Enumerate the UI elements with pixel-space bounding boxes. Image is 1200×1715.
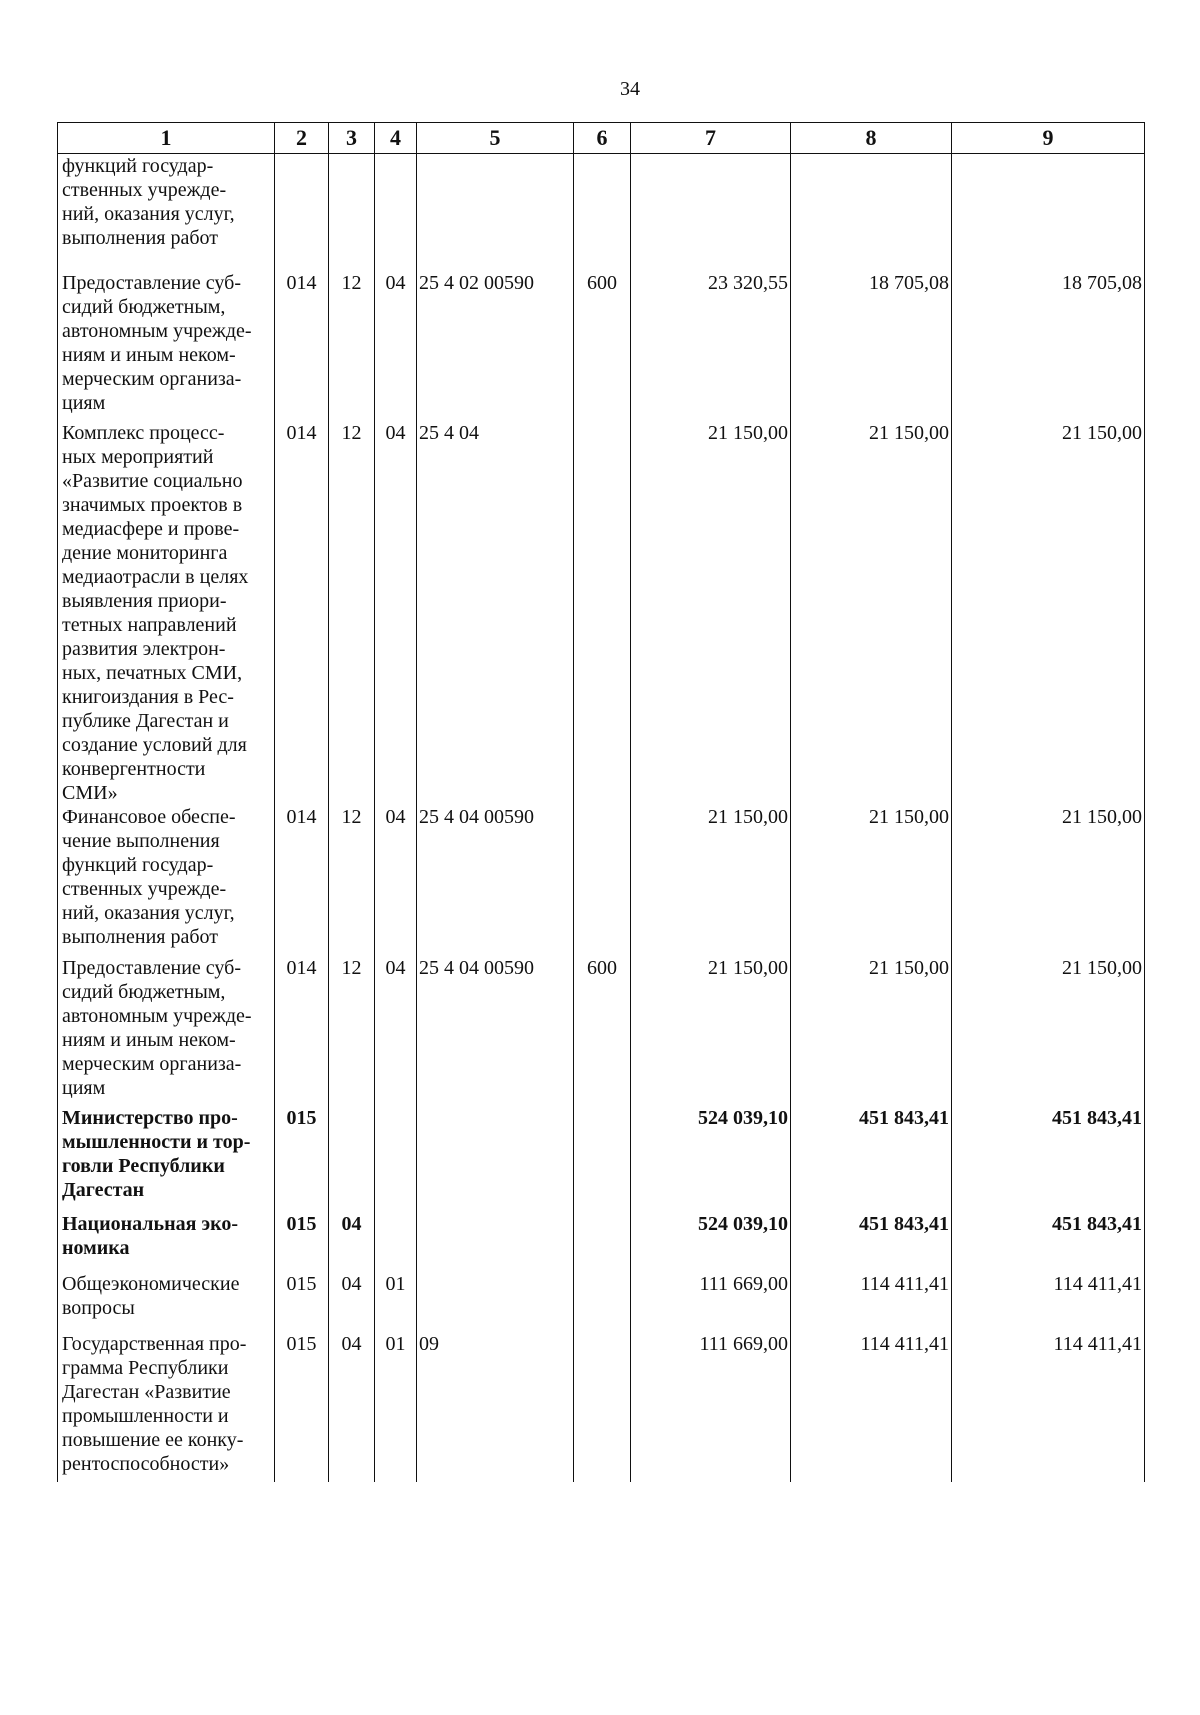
amount-col7-cell: 111 669,00 [631,1272,791,1332]
subsection-code-cell: 12 [329,421,375,805]
row-name-cell: функций государ- ственных учрежде- ний, оказания услуг, выполнения работ [58,154,275,272]
section-code-cell: 015 [275,1332,329,1482]
row-name-cell: Предоставление суб- сидий бюджетным, автономным учрежде- ниям и иным неком- мерческим организа- циям [58,271,275,421]
table-row [58,421,1145,805]
column-header-2: 2 [275,123,329,154]
expense-type-cell [574,1332,631,1482]
amount-col9-cell: 18 705,08 [952,271,1145,421]
amount-col7-cell: 524 039,10 [631,1212,791,1272]
division-code-cell: 01 [375,1332,417,1482]
amount-col9-cell: 114 411,41 [952,1272,1145,1332]
row-name-cell: Общеэкономические вопросы [58,1272,275,1332]
section-code-cell [275,154,329,272]
amount-col8-cell: 114 411,41 [791,1332,952,1482]
table-row [58,1212,1145,1272]
target-article-cell: 25 4 02 00590 [417,271,574,421]
column-header-6: 6 [574,123,631,154]
subsection-code-cell: 04 [329,1212,375,1272]
expense-type-cell: 600 [574,271,631,421]
page-number: 34 [620,78,640,100]
amount-col9-cell [952,154,1145,272]
amount-col7-cell: 21 150,00 [631,805,791,956]
row-name-cell: Предоставление суб- сидий бюджетным, автономным учрежде- ниям и иным неком- мерческим организа- циям [58,956,275,1106]
amount-col8-cell: 21 150,00 [791,421,952,805]
subsection-code-cell: 04 [329,1332,375,1482]
subsection-code-cell: 12 [329,271,375,421]
row-name-cell: Государственная про- грамма Республики Дагестан «Развитие промышленности и повышение ее конку- рентоспособности» [58,1332,275,1482]
division-code-cell [375,1106,417,1212]
budget-table [57,122,1145,1482]
subsection-code-cell [329,1106,375,1212]
amount-col8-cell [791,154,952,272]
row-name-cell: Национальная эко- номика [58,1212,275,1272]
section-code-cell: 015 [275,1106,329,1212]
section-code-cell: 014 [275,805,329,956]
amount-col7-cell: 21 150,00 [631,421,791,805]
table-row [58,1272,1145,1332]
target-article-cell: 25 4 04 00590 [417,956,574,1106]
column-header-3: 3 [329,123,375,154]
section-code-cell: 015 [275,1272,329,1332]
header-row [58,123,1145,154]
section-code-cell: 014 [275,421,329,805]
subsection-code-cell: 04 [329,1272,375,1332]
expense-type-cell [574,1106,631,1212]
table-row [58,271,1145,421]
table-row [58,1332,1145,1482]
subsection-code-cell: 12 [329,956,375,1106]
amount-col8-cell: 21 150,00 [791,805,952,956]
division-code-cell: 04 [375,956,417,1106]
section-code-cell: 014 [275,956,329,1106]
division-code-cell: 01 [375,1272,417,1332]
division-code-cell: 04 [375,805,417,956]
column-header-7: 7 [631,123,791,154]
amount-col7-cell: 23 320,55 [631,271,791,421]
target-article-cell: 25 4 04 00590 [417,805,574,956]
row-name-cell: Комплекс процесс- ных мероприятий «Развитие социально значимых проектов в медиасфере и прове- дение мониторинга медиаотрасли в целях выявления приори- тетных направлений развития электрон- ных, печатных СМИ, книгоиздания в Рес- публике Дагестан и создание условий для конвергентности СМИ» [58,421,275,805]
division-code-cell: 04 [375,421,417,805]
target-article-cell [417,1272,574,1332]
table-row [58,1106,1145,1212]
amount-col8-cell: 18 705,08 [791,271,952,421]
amount-col8-cell: 451 843,41 [791,1212,952,1272]
column-header-1: 1 [58,123,275,154]
section-code-cell: 015 [275,1212,329,1272]
expense-type-cell [574,1272,631,1332]
expense-type-cell [574,154,631,272]
amount-col7-cell [631,154,791,272]
table-row [58,956,1145,1106]
division-code-cell [375,154,417,272]
amount-col8-cell: 451 843,41 [791,1106,952,1212]
target-article-cell [417,1106,574,1212]
amount-col7-cell: 21 150,00 [631,956,791,1106]
section-code-cell: 014 [275,271,329,421]
amount-col8-cell: 21 150,00 [791,956,952,1106]
division-code-cell [375,1212,417,1272]
expense-type-cell [574,1212,631,1272]
subsection-code-cell [329,154,375,272]
amount-col9-cell: 114 411,41 [952,1332,1145,1482]
expense-type-cell [574,805,631,956]
amount-col9-cell: 451 843,41 [952,1212,1145,1272]
column-header-8: 8 [791,123,952,154]
target-article-cell [417,1212,574,1272]
target-article-cell [417,154,574,272]
row-name-cell: Финансовое обеспе- чение выполнения функций государ- ственных учрежде- ний, оказания услуг, выполнения работ [58,805,275,956]
table-body [58,154,1145,1483]
expense-type-cell [574,421,631,805]
column-header-9: 9 [952,123,1145,154]
target-article-cell: 25 4 04 [417,421,574,805]
row-name-cell: Министерство про- мышленности и тор- говли Республики Дагестан [58,1106,275,1212]
amount-col8-cell: 114 411,41 [791,1272,952,1332]
amount-col9-cell: 21 150,00 [952,805,1145,956]
division-code-cell: 04 [375,271,417,421]
column-header-5: 5 [417,123,574,154]
amount-col9-cell: 451 843,41 [952,1106,1145,1212]
amount-col7-cell: 111 669,00 [631,1332,791,1482]
column-header-4: 4 [375,123,417,154]
amount-col7-cell: 524 039,10 [631,1106,791,1212]
target-article-cell: 09 [417,1332,574,1482]
amount-col9-cell: 21 150,00 [952,421,1145,805]
expense-type-cell: 600 [574,956,631,1106]
table-row [58,154,1145,272]
amount-col9-cell: 21 150,00 [952,956,1145,1106]
subsection-code-cell: 12 [329,805,375,956]
table-row [58,805,1145,956]
